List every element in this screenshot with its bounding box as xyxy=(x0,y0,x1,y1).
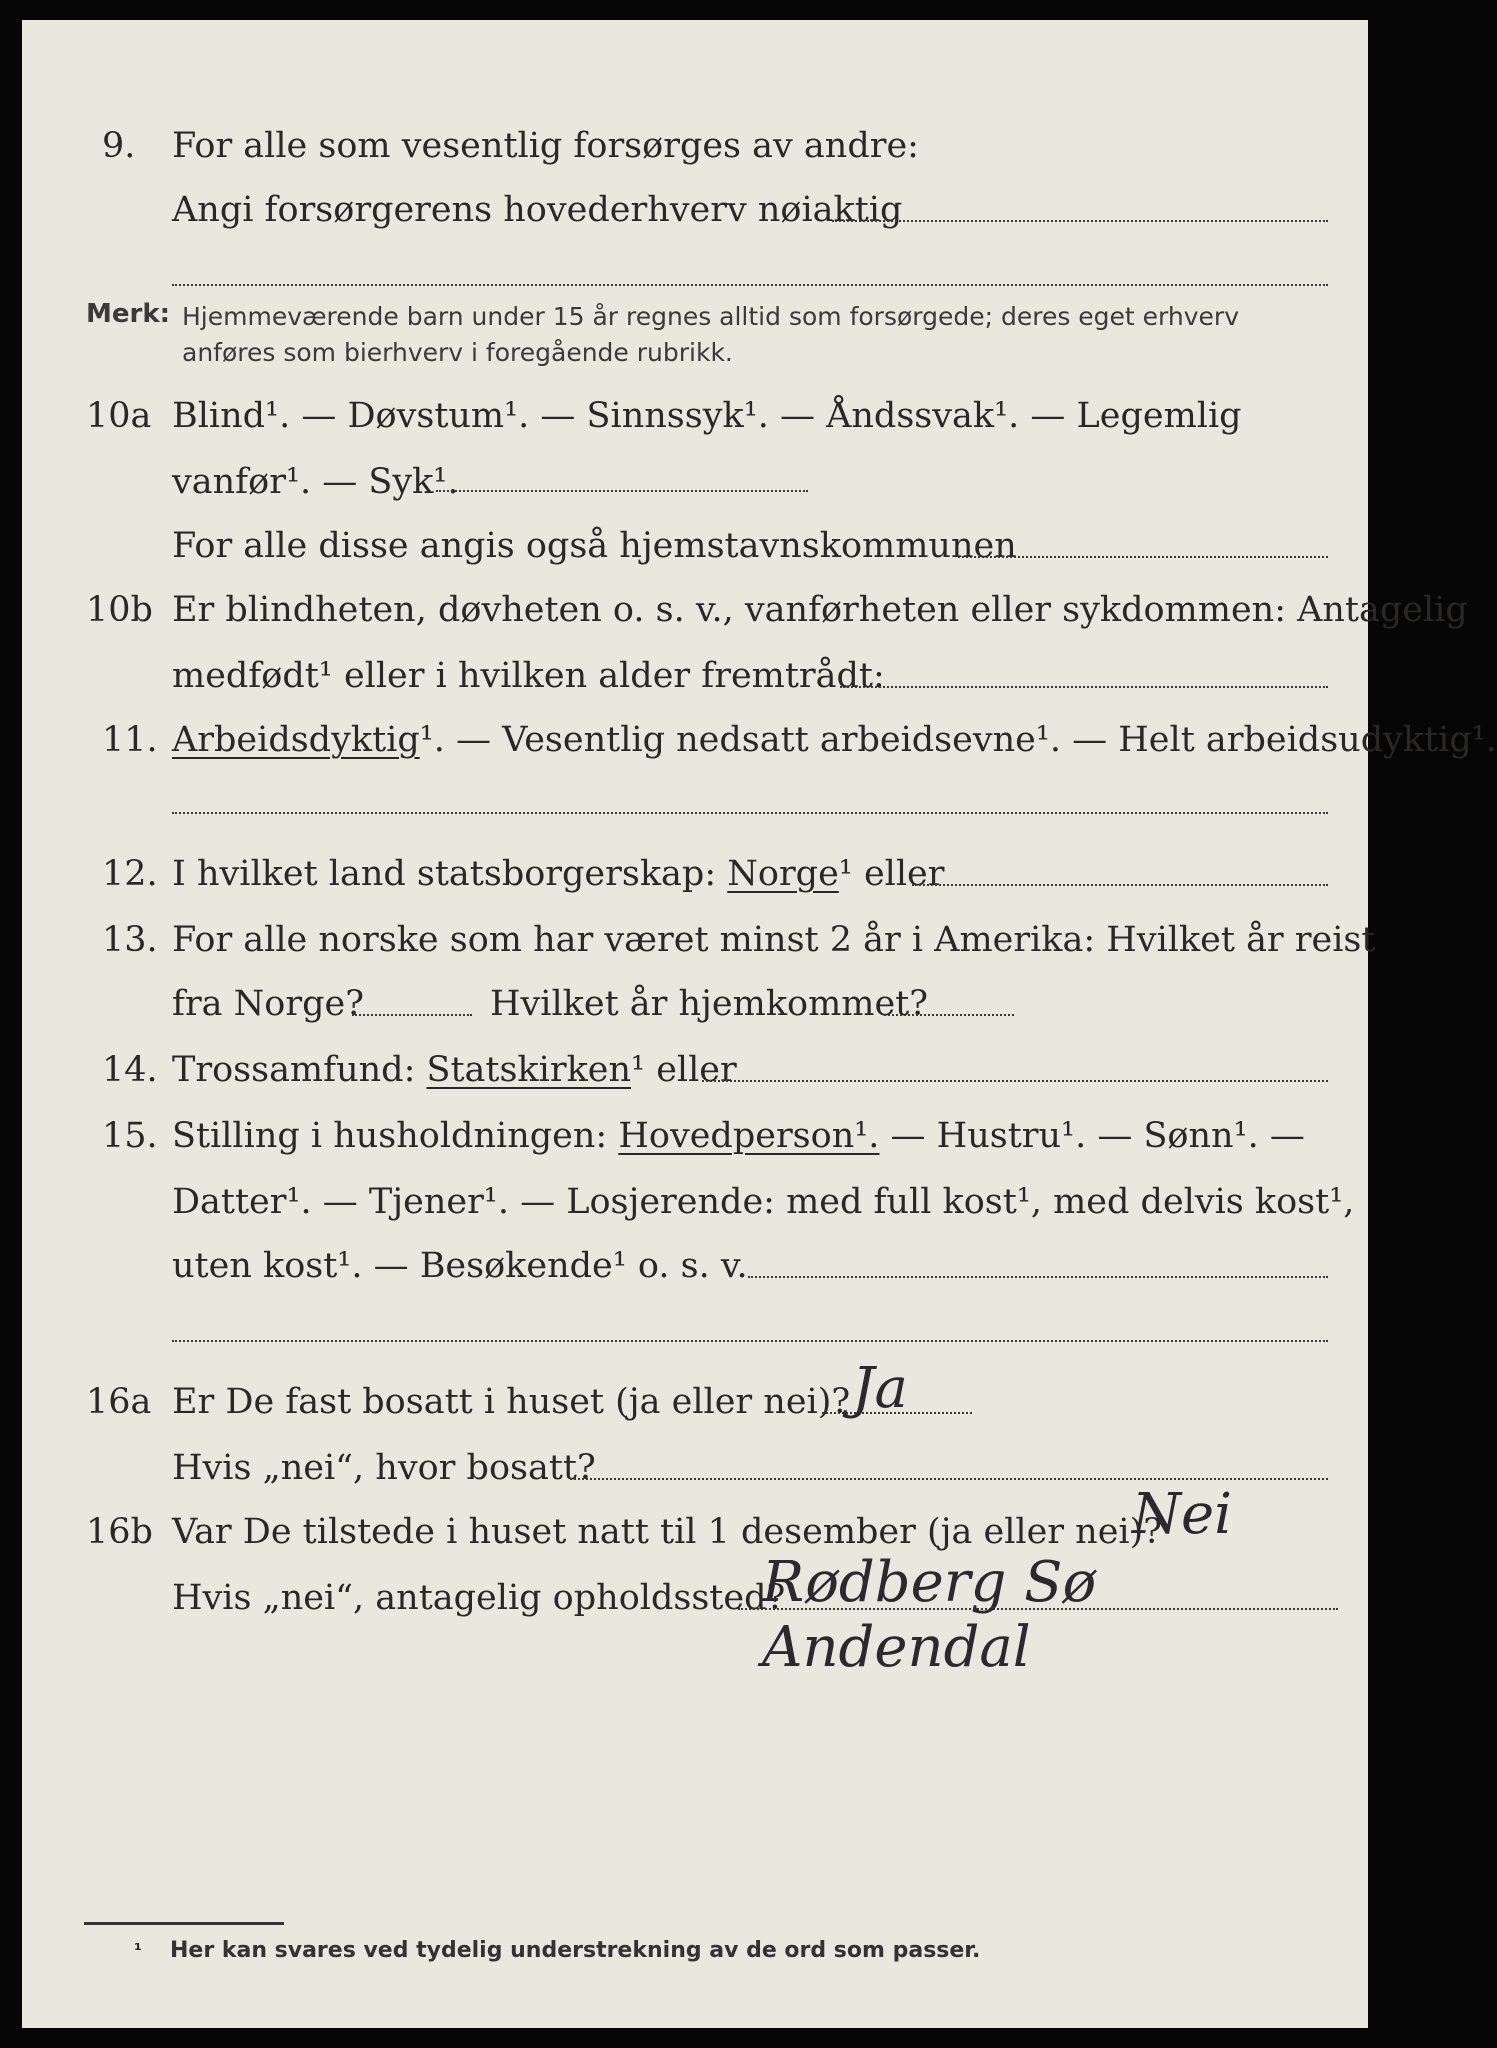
question-15-options: uten kost¹. — Besøkende¹ o. s. v. xyxy=(172,1246,748,1286)
question-13-text: For alle norske som har været minst 2 år i Amerika: Hvilket år reist xyxy=(172,920,1376,960)
answer-line[interactable] xyxy=(172,812,1328,814)
question-number: 14. xyxy=(102,1050,158,1090)
question-11-text xyxy=(172,718,1497,762)
question-13-return-label: Hvilket år hjemkommet? xyxy=(490,984,929,1024)
question-14-text xyxy=(172,1048,737,1092)
answer-line[interactable] xyxy=(840,686,1328,688)
question-15-options: — Hustru¹. — Sønn¹. — xyxy=(879,1116,1305,1156)
answer-line[interactable] xyxy=(884,1014,1014,1016)
question-number: 16b xyxy=(86,1512,153,1552)
question-9-subtext: Angi forsørgerens hovederhverv nøiaktig xyxy=(172,190,903,230)
selected-option[interactable]: Hovedperson¹. xyxy=(618,1116,880,1156)
handwritten-answer: Nei xyxy=(1132,1482,1233,1547)
answer-line[interactable] xyxy=(832,220,1328,222)
answer-line[interactable] xyxy=(172,1340,1328,1342)
question-10b-subtext: medfødt¹ eller i hvilken alder fremtrådt: xyxy=(172,656,885,696)
question-number: 13. xyxy=(102,920,158,960)
question-number: 12. xyxy=(102,854,158,894)
question-14-label: Trossamfund: xyxy=(172,1050,416,1090)
answer-line[interactable] xyxy=(912,884,1328,886)
question-16b-subtext: Hvis „nei“, antagelig opholdssted? xyxy=(172,1578,786,1618)
question-11-options: ¹. — Vesentlig nedsatt arbeidsevne¹. — Helt arbeidsudyktig¹. xyxy=(419,720,1497,760)
question-15-text xyxy=(172,1114,1305,1158)
question-number: 11. xyxy=(102,720,158,760)
question-12-label: I hvilket land statsborgerskap: xyxy=(172,854,717,894)
question-number: 16a xyxy=(86,1382,152,1422)
question-number: 9. xyxy=(102,126,136,166)
handwritten-answer: Rødberg Sø Andendal xyxy=(762,1550,1097,1680)
question-14-suffix: ¹ eller xyxy=(631,1050,737,1090)
selected-option[interactable]: Statskirken xyxy=(426,1050,632,1090)
question-16a-subtext: Hvis „nei“, hvor bosatt? xyxy=(172,1448,596,1488)
question-10a-text: Blind¹. — Døvstum¹. — Sinnssyk¹. — Åndssvak¹. — Legemlig xyxy=(172,396,1242,436)
question-9-text: For alle som vesentlig forsørges av andre: xyxy=(172,126,919,166)
footnote-text: Her kan svares ved tydelig understrekning av de ord som passer. xyxy=(170,1938,981,1963)
answer-line[interactable] xyxy=(702,1080,1328,1082)
question-number: 10a xyxy=(86,396,152,436)
question-12-text xyxy=(172,852,945,896)
question-15-label: Stilling i husholdningen: xyxy=(172,1116,608,1156)
note-text: Hjemmeværende barn under 15 år regnes alltid som forsørgede; deres eget erhverv xyxy=(182,302,1239,331)
footnote-marker: ¹ xyxy=(134,1940,142,1961)
question-10a-home-text: For alle disse angis også hjemstavnskommunen xyxy=(172,526,1017,566)
selected-option[interactable]: Arbeidsdyktig xyxy=(172,720,420,760)
note-label: Merk: xyxy=(86,299,171,329)
note-text: anføres som bierhverv i foregående rubrikk. xyxy=(182,338,733,367)
answer-line[interactable] xyxy=(570,1478,1328,1480)
selected-option[interactable]: Norge xyxy=(727,854,839,894)
answer-line[interactable] xyxy=(958,556,1328,558)
question-number: 10b xyxy=(86,590,153,630)
question-10a-subtext: vanfør¹. — Syk¹. xyxy=(172,462,459,502)
footnote-divider xyxy=(84,1922,284,1925)
question-12-suffix: ¹ eller xyxy=(838,854,945,894)
answer-line[interactable] xyxy=(748,1276,1328,1278)
answer-line[interactable] xyxy=(172,284,1328,286)
handwritten-answer: Ja xyxy=(852,1356,908,1421)
question-10b-text: Er blindheten, døvheten o. s. v., vanførheten eller sykdommen: Antagelig xyxy=(172,590,1468,630)
question-number: 15. xyxy=(102,1116,158,1156)
question-15-options: Datter¹. — Tjener¹. — Losjerende: med full kost¹, med delvis kost¹, xyxy=(172,1182,1355,1222)
question-16b-text: Var De tilstede i huset natt til 1 desember (ja eller nei)? xyxy=(172,1512,1163,1552)
answer-line[interactable] xyxy=(436,490,808,492)
answer-line[interactable] xyxy=(352,1014,472,1016)
census-form-page xyxy=(22,20,1497,2028)
question-13-departure-label: fra Norge? xyxy=(172,984,364,1024)
question-16a-text: Er De fast bosatt i huset (ja eller nei)? xyxy=(172,1382,851,1422)
